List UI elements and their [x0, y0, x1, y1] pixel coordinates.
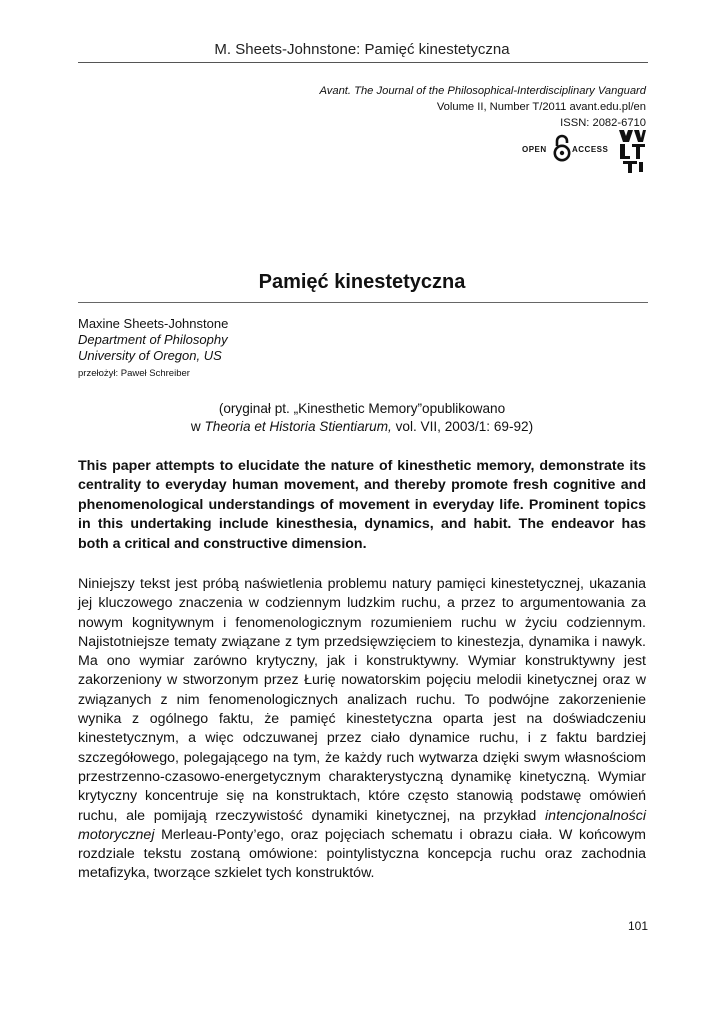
running-head: M. Sheets-Johnstone: Pamięć kinestetyczna — [214, 41, 510, 58]
open-access-logo — [522, 133, 652, 173]
abstract-polish-italic: intencjonalności motorycznej — [78, 807, 646, 843]
abstract-polish — [78, 575, 646, 884]
page-number: 101 — [627, 919, 648, 933]
abstract-polish-part2: Merleau-Ponty’ego, oraz pojęciach schematu i obrazu ciała. W końcowym rozdziale tekstu zostaną omówione: pointylistyczna koncepcja ruchu oraz zachodnia metafizyka, tworzące szkielet tych konstruktów. — [78, 826, 646, 882]
original-note-prefix: w — [190, 419, 205, 434]
abstract-polish-part1: Niniejszy tekst jest próbą naświetlenia problemu natury pamięci kinestetycznej, ukazania jej kluczowego znaczenia w codziennym ludzkim ruchu, a przez to argumentowania za nowym kognitywnym i fenomenologicznym rozumieniem ruchu w życiu codziennym. Najistotniejsze tematy związane z tym przedsięwzięciem to kinestezja, dynamika i nawyk. Ma ono wymiar zarówno krytyczny, jak i konstruktywny. Wymiar konstruktywny jest zakorzeniony w stworzonym przez Łurię nowatorskim pojęciu melodii kinetycznej oraz w związanych z nim fenomenologicznych analizach ruchu. To podwójne zakorzenienie wynika z ogólnego faktu, że pamięć kinestetyczna oparta jest na doświadczeniu kinestetycznym, a więc odczuwanej przez ciało dynamice ruchu, i z faktu bardziej szczegółowego, polegającego na tym, że każdy ruch wytwarza dzięki swym własnościom przestrzenno-czasowo-energetycznym charakterystyczną dynamikę kinetyczną. Wymiar krytyczny koncentruje się na konstruktach, które często stanowią podstawę omówień ruchu, ale pomijają rzeczywistość dynamiki kinetycznej, na przykład — [78, 576, 646, 824]
header-rule — [78, 62, 648, 63]
original-note-line2 — [78, 418, 646, 436]
author-university: University of Oregon, US — [78, 348, 222, 363]
translator-credit: przełożył: Paweł Schreiber — [78, 368, 190, 379]
journal-volume: Volume II, Number T/2011 avant.edu.pl/en — [436, 101, 646, 113]
author-name: Maxine Sheets-Johnstone — [78, 316, 229, 331]
original-note-suffix: vol. VII, 2003/1: 69-92) — [391, 419, 534, 434]
avant-logo-icon — [617, 128, 647, 179]
author-department: Department of Philosophy — [78, 332, 228, 347]
journal-info — [320, 83, 647, 131]
author-block — [78, 316, 228, 384]
open-label: OPEN — [522, 145, 547, 154]
original-publication-note — [78, 400, 646, 436]
journal-name: Avant. The Journal of the Philosophical-Interdisciplinary Vanguard — [319, 85, 646, 97]
access-label: ACCESS — [572, 145, 609, 154]
article-title: Pamięć kinestetyczna — [258, 271, 466, 293]
abstract-english: This paper attempts to elucidate the nature of kinesthetic memory, demonstrate its centrality to everyday human movement, and thereby promote fresh cognitive and phenomenological understandings of movement in everyday life. Prominent topics in this undertaking include kinesthesia, dynamics, and habit. The endeavor has both a critical and constructive dimension. — [78, 458, 646, 552]
journal-issn: ISSN: 2082-6710 — [560, 117, 646, 129]
open-access-lock-icon — [552, 134, 572, 167]
original-note-line1: (oryginał pt. „Kinesthetic Memory”opublikowano — [218, 401, 506, 416]
original-note-journal: Theoria et Historia Stientiarum, — [204, 419, 392, 434]
title-rule — [78, 302, 648, 303]
